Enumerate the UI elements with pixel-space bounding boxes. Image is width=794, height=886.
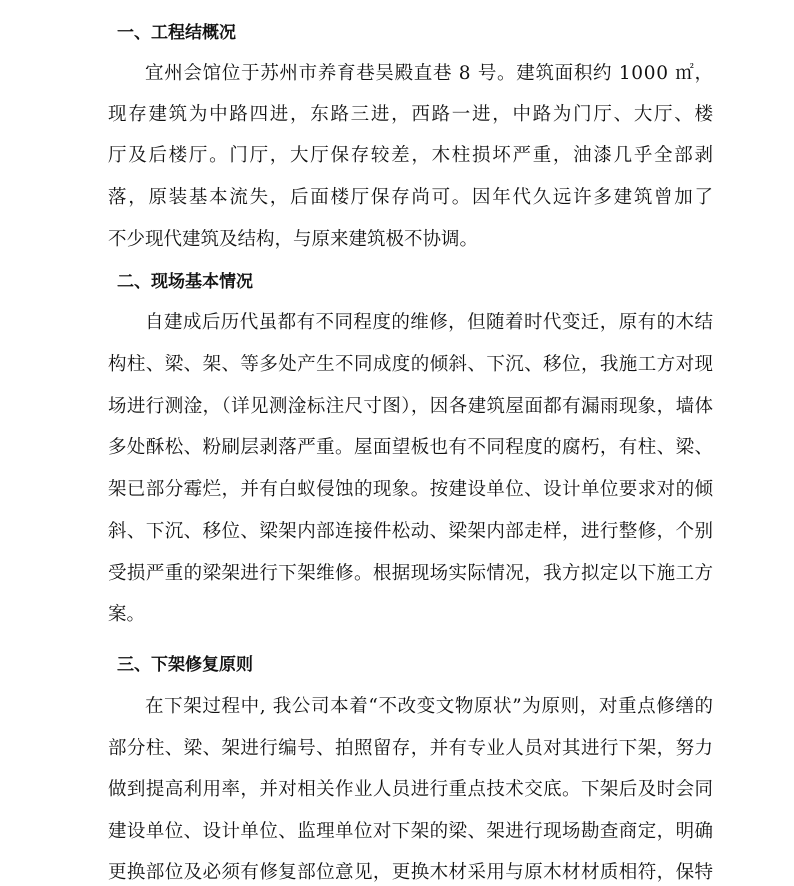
- paragraph-line: 架已部分霉烂，并有白蚁侵蚀的现象。按建设单位、设计单位要求对的倾: [108, 479, 714, 500]
- paragraph-line: 厅及后楼厅。门厅，大厅保存较差，木柱损坏严重，油漆几乎全部剥: [108, 145, 715, 166]
- paragraph-line: 落，原装基本流失，后面楼厅保存尚可。因年代久远许多建筑曾加了: [108, 187, 715, 208]
- section-heading-2: 二、现场基本情况: [117, 272, 253, 292]
- paragraph-line: 自建成后历代虽都有不同程度的维修，但随着时代变迁，原有的木结: [145, 312, 714, 333]
- paragraph-line: 受损严重的梁架进行下架维修。根据现场实际情况，我方拟定以下施工方: [108, 563, 714, 584]
- paragraph-line: 构柱、梁、架、等多处产生不同成度的倾斜、下沉、移位，我施工方对现: [108, 354, 714, 375]
- paragraph-line: 不少现代建筑及结构，与原来建筑极不协调。: [108, 229, 479, 250]
- paragraph-line: 做到提高利用率，并对相关作业人员进行重点技术交底。下架后及时会同: [108, 779, 714, 800]
- paragraph-line: 现存建筑为中路四进，东路三进，西路一进，中路为门厅、大厅、楼: [108, 104, 715, 125]
- paragraph-line: 更换部位及必须有修复部位意见，更换木材采用与原木材材质相符，保特: [108, 862, 714, 883]
- section-heading-1: 一、工程结概况: [117, 23, 236, 43]
- paragraph-line: 宜州会馆位于苏州市养育巷吴殿直巷 8 号。建筑面积约 1000 ㎡，: [145, 63, 714, 84]
- paragraph-line: 建设单位、设计单位、监理单位对下架的梁、架进行现场勘查商定，明确: [108, 821, 714, 842]
- section-heading-3: 三、下架修复原则: [117, 655, 253, 675]
- paragraph-line: 案。: [108, 604, 146, 625]
- paragraph-line: 在下架过程中, 我公司本着“不改变文物原状”为原则，对重点修缮的: [145, 696, 714, 717]
- paragraph-line: 斜、下沉、移位、梁架内部连接件松动、梁架内部走样，进行整修，个别: [108, 521, 714, 542]
- paragraph-line: 场进行测淦，（详见测淦标注尺寸图），因各建筑屋面都有漏雨现象，墙体: [108, 396, 714, 417]
- paragraph-line: 部分柱、梁、架进行编号、拍照留存，并有专业人员对其进行下架，努力: [108, 738, 714, 759]
- paragraph-line: 多处酥松、粉刷层剥落严重。屋面望板也有不同程度的腐朽，有柱、梁、: [108, 437, 714, 458]
